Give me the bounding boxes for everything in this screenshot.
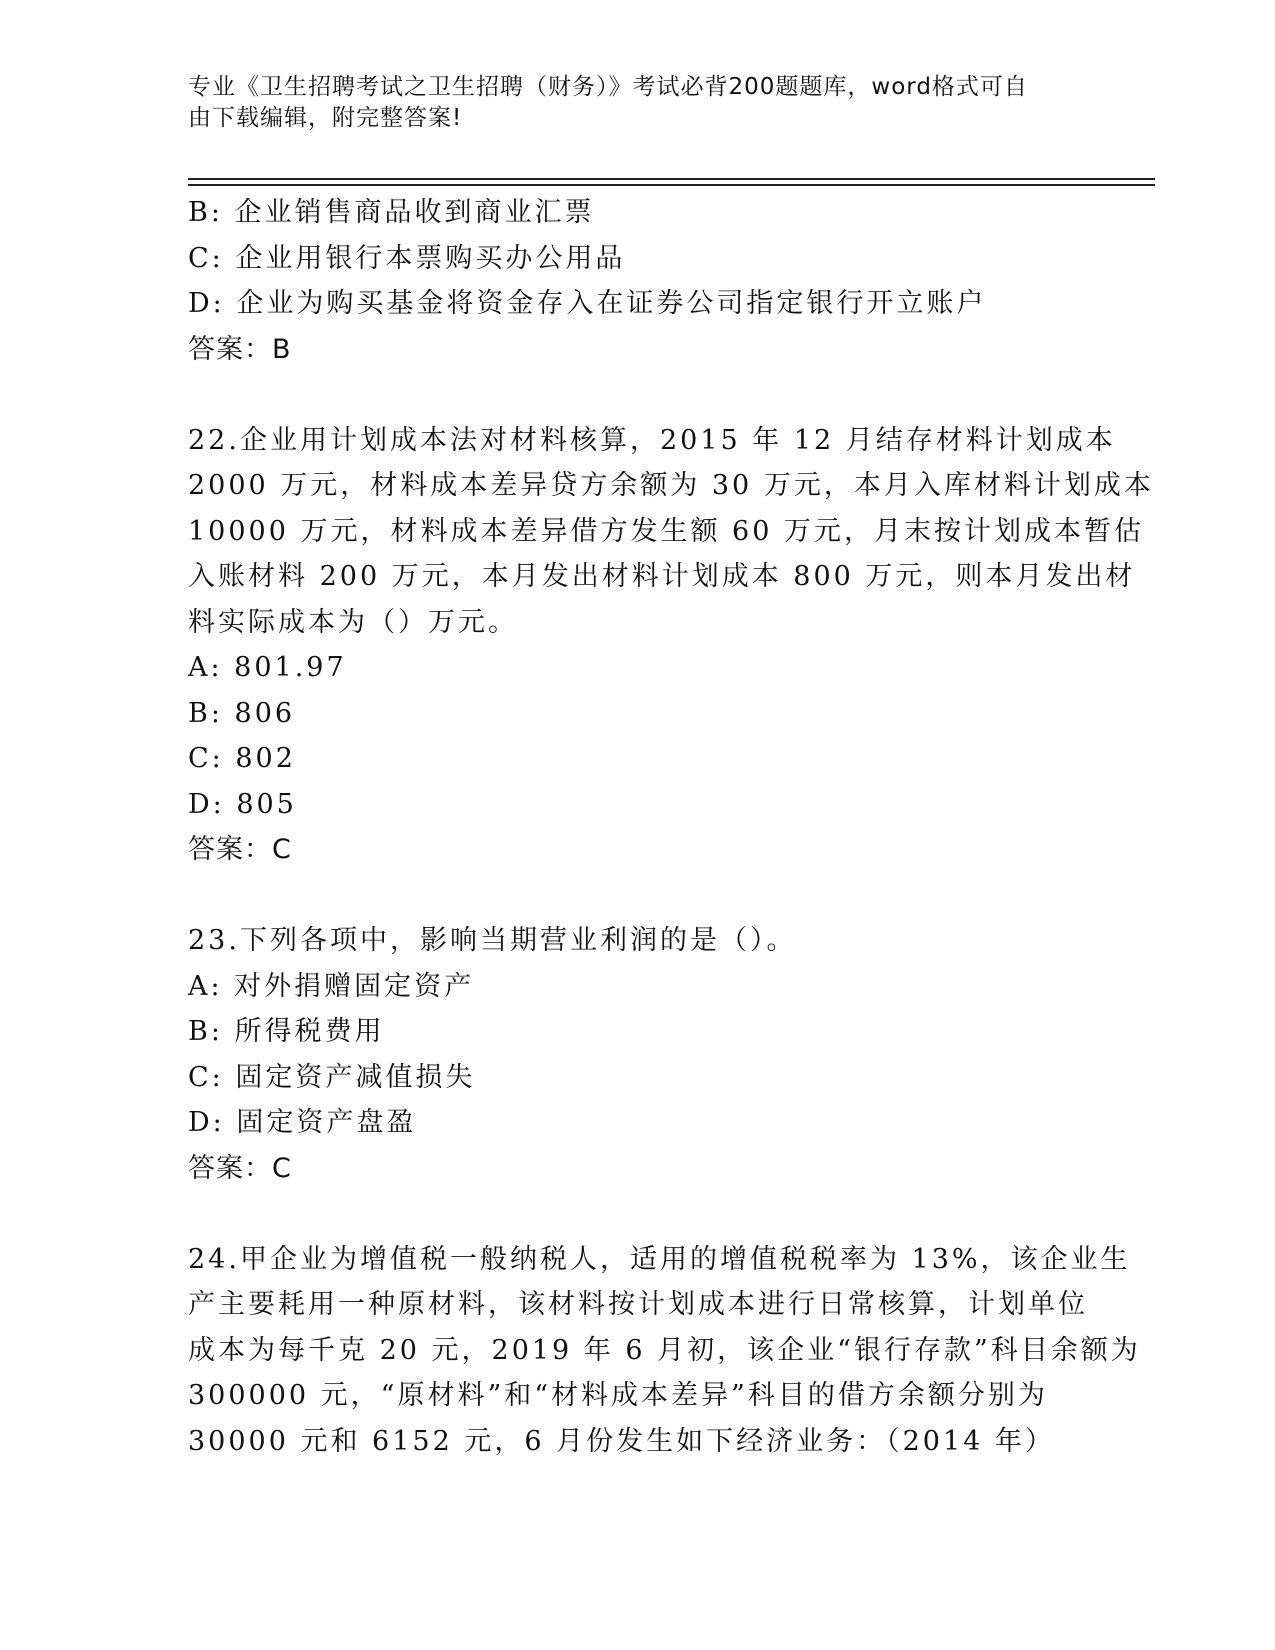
question-text-line: 2000 万元，材料成本差异贷方余额为 30 万元，本月入库材料计划成本 [188,470,1154,501]
question-text-line: 产主要耗用一种原材料，该材料按计划成本进行日常核算，计划单位 [188,1289,1088,1320]
question-text-line: 成本为每千克 20 元，2019 年 6 月初，该企业“银行存款”科目余额为 [188,1334,1141,1366]
header-divider-top [188,178,1155,180]
header-title-line-2: 由下载编辑，附完整答案! [188,105,463,131]
question-22 [188,418,1154,873]
spacer [188,1191,1088,1237]
question-text-line: 10000 万元，材料成本差异借方发生额 60 万元，月末按计划成本暂估 [188,515,1144,547]
question-text-line: 300000 元，“原材料”和“材料成本差异”科目的借方余额分别为 [188,1380,1048,1411]
answer-line: 答案：C [188,1152,292,1184]
spacer [188,873,1088,919]
option-a: A: 对外捐赠固定资产 [188,970,475,1002]
option-d: D: 企业为购买基金将资金存入在证券公司指定银行开立账户 [188,288,987,319]
question-text-line: 22.企业用计划成本法对材料核算，2015 年 12 月结存材料计划成本 [188,424,1116,456]
question-content [188,190,1154,1464]
question-text-line: 入账材料 200 万元，本月发出材料计划成本 800 万元，则本月发出材 [188,561,1136,592]
answer-line: 答案：C [188,834,292,865]
question-23 [188,918,1088,1191]
option-b: B: 所得税费用 [188,1016,385,1047]
question-text-line: 30000 元和 6152 元，6 月份发生如下经济业务：（2014 年） [188,1425,1055,1457]
question-24 [188,1237,1141,1465]
option-d: D: 固定资产盘盈 [188,1107,417,1138]
option-b: B: 806 [188,697,296,729]
document-header [188,72,1088,134]
option-c: C: 固定资产减值损失 [188,1061,476,1093]
question-text-line: 23.下列各项中，影响当期营业利润的是（）。 [188,925,797,956]
answer-line: 答案：B [188,333,292,365]
spacer [188,372,1088,418]
question-text-line: 料实际成本为（）万元。 [188,606,518,638]
header-title-line-1: 专业《卫生招聘考试之卫生招聘（财务）》考试必背200题题库，word格式可自 [188,74,1028,100]
question-text-line: 24.甲企业为增值税一般纳税人，适用的增值税税率为 13%，该企业生 [188,1243,1131,1275]
option-c: C: 802 [188,743,296,774]
option-b: B: 企业销售商品收到商业汇票 [188,197,595,228]
option-d: D: 805 [188,788,297,820]
question-21-continued [188,190,1088,372]
option-a: A: 801.97 [188,652,347,683]
option-c: C: 企业用银行本票购买办公用品 [188,242,626,274]
header-divider-bottom [188,184,1155,186]
